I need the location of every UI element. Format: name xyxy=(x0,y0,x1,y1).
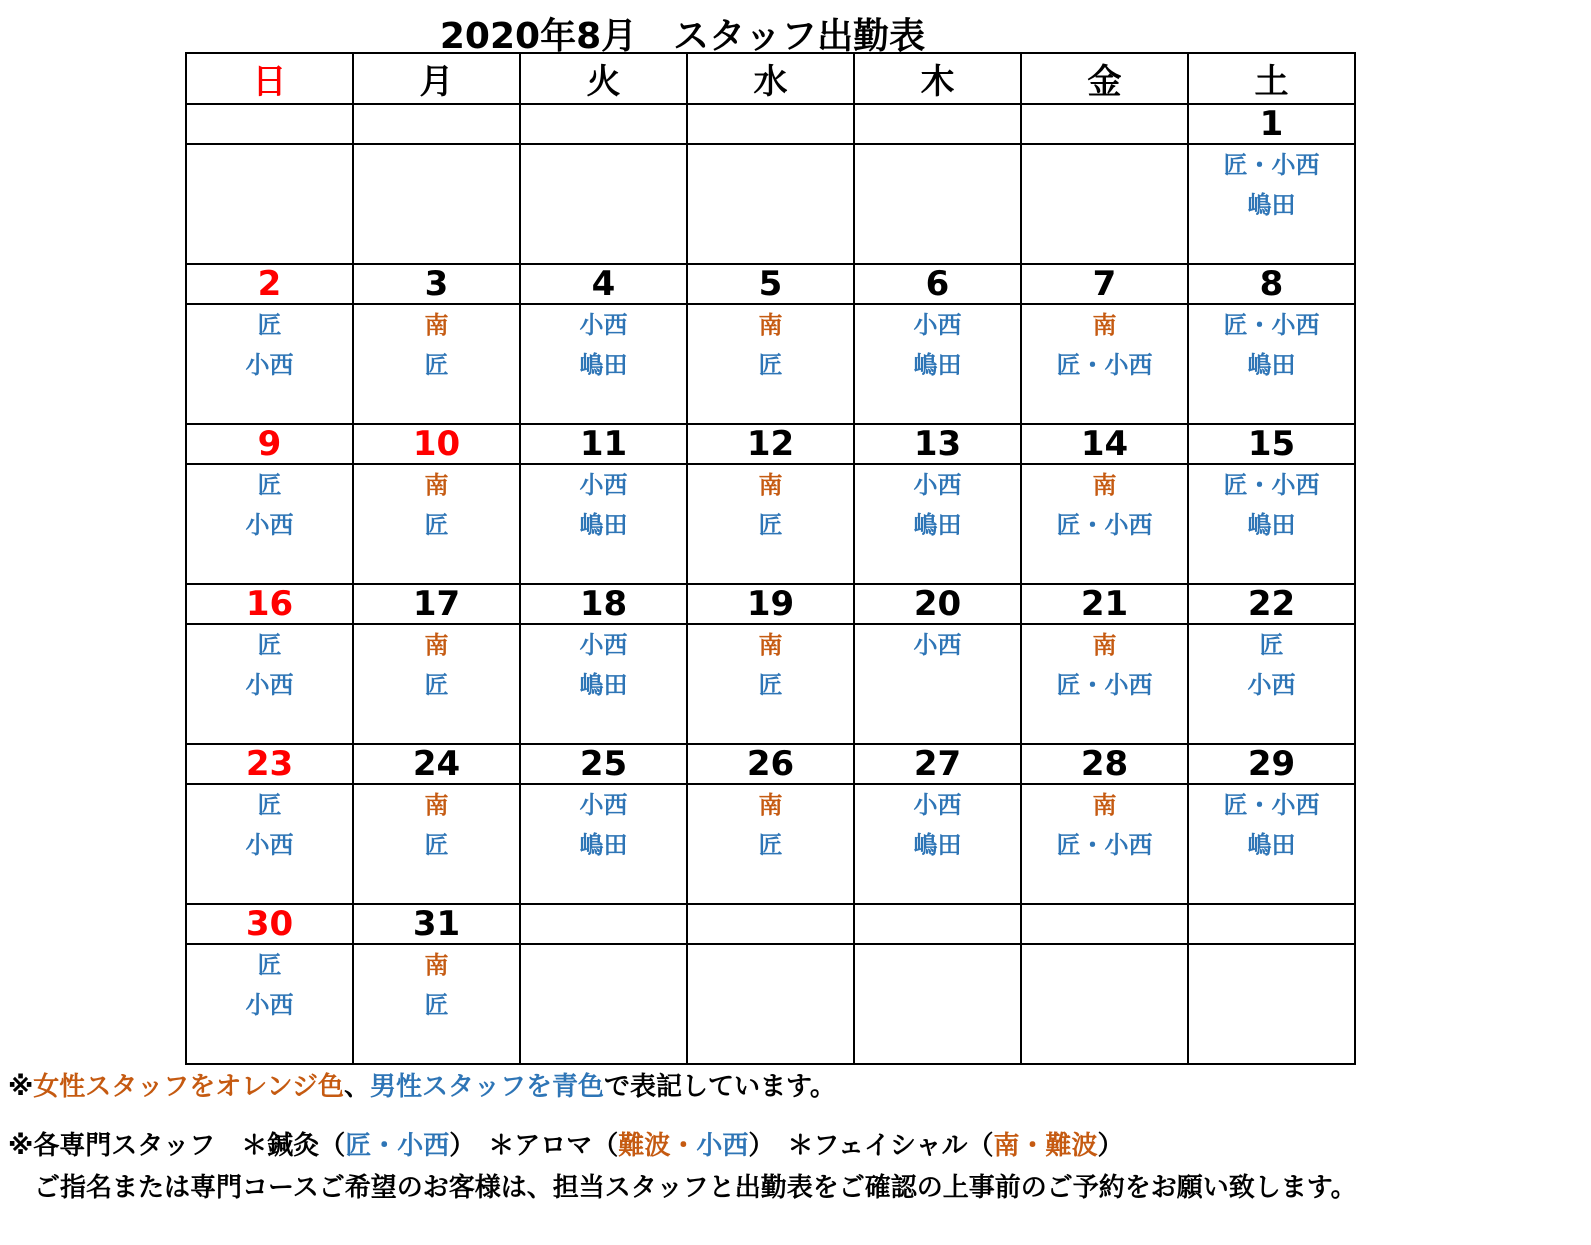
day-staff-cell xyxy=(854,144,1021,264)
staff-assignment: 小西 xyxy=(245,831,294,859)
staff-assignment: 嶋田 xyxy=(579,671,628,699)
day-staff-cell xyxy=(1188,464,1355,584)
day-number xyxy=(1021,904,1188,944)
attendance-calendar xyxy=(185,52,1356,1065)
day-number: 31 xyxy=(353,904,520,944)
day-staff-cell xyxy=(854,304,1021,424)
staff-assignment: 嶋田 xyxy=(913,351,962,379)
day-staff-cell xyxy=(353,944,520,1064)
weekday-header: 土 xyxy=(1188,53,1355,104)
day-staff-cell xyxy=(1188,784,1355,904)
day-staff-cell xyxy=(1188,144,1355,264)
day-number xyxy=(687,104,854,144)
page-title: 2020年8月 スタッフ出勤表 xyxy=(439,16,926,57)
day-number xyxy=(520,904,687,944)
day-number: 21 xyxy=(1021,584,1188,624)
day-staff-cell xyxy=(520,624,687,744)
staff-assignment: 南 xyxy=(424,471,449,499)
day-staff-cell xyxy=(1021,624,1188,744)
weekday-header: 火 xyxy=(520,53,687,104)
day-number: 5 xyxy=(687,264,854,304)
day-number: 25 xyxy=(520,744,687,784)
staff-assignment: 匠 xyxy=(758,831,783,859)
day-number: 1 xyxy=(1188,104,1355,144)
day-number: 15 xyxy=(1188,424,1355,464)
day-staff-cell xyxy=(186,144,353,264)
note-reservation-request xyxy=(8,1167,1357,1204)
day-staff-cell xyxy=(687,624,854,744)
day-number: 12 xyxy=(687,424,854,464)
staff-assignment: 匠・小西 xyxy=(1056,511,1153,539)
day-number: 6 xyxy=(854,264,1021,304)
staff-assignment: 南 xyxy=(758,471,783,499)
staff-assignment: 嶋田 xyxy=(579,351,628,379)
staff-assignment: 南 xyxy=(1092,631,1117,659)
day-number: 24 xyxy=(353,744,520,784)
note-segment: ※各専門スタッフ ＊鍼灸（ xyxy=(8,1131,346,1161)
note-segment: ご指名または専門コースご希望のお客様は、担当スタッフと出勤表をご確認の上事前のご予約をお願い致します。 xyxy=(8,1173,1357,1203)
staff-assignment: 匠 xyxy=(424,351,449,379)
week-day-number-row xyxy=(186,584,1355,624)
weekday-header: 木 xyxy=(854,53,1021,104)
note-segment: 匠・小西 xyxy=(345,1131,450,1161)
day-number: 13 xyxy=(854,424,1021,464)
staff-assignment: 匠 xyxy=(257,631,282,659)
staff-assignment: 南 xyxy=(424,791,449,819)
day-staff-cell xyxy=(353,144,520,264)
day-number xyxy=(186,104,353,144)
day-number: 8 xyxy=(1188,264,1355,304)
note-color-legend xyxy=(8,1066,836,1103)
staff-assignment: 匠・小西 xyxy=(1056,831,1153,859)
note-segment: 南・難波 xyxy=(993,1131,1098,1161)
day-staff-cell xyxy=(1021,144,1188,264)
staff-assignment: 嶋田 xyxy=(913,831,962,859)
staff-assignment: 匠 xyxy=(758,351,783,379)
day-staff-cell xyxy=(1021,464,1188,584)
day-staff-cell xyxy=(186,784,353,904)
day-number: 29 xyxy=(1188,744,1355,784)
day-staff-cell xyxy=(186,624,353,744)
day-number: 19 xyxy=(687,584,854,624)
staff-assignment: 嶋田 xyxy=(913,511,962,539)
day-number xyxy=(353,104,520,144)
day-staff-cell xyxy=(854,464,1021,584)
day-number: 11 xyxy=(520,424,687,464)
staff-assignment: 匠 xyxy=(758,671,783,699)
staff-assignment: 南 xyxy=(1092,791,1117,819)
day-staff-cell xyxy=(687,304,854,424)
day-number: 2 xyxy=(186,264,353,304)
note-segment: 、 xyxy=(343,1072,370,1102)
staff-assignment: 匠・小西 xyxy=(1056,351,1153,379)
day-number: 7 xyxy=(1021,264,1188,304)
staff-assignment: 嶋田 xyxy=(579,831,628,859)
staff-assignment: 匠・小西 xyxy=(1223,791,1320,819)
day-staff-cell xyxy=(520,944,687,1064)
day-staff-cell xyxy=(1188,304,1355,424)
weekday-header: 金 xyxy=(1021,53,1188,104)
staff-assignment: 小西 xyxy=(245,991,294,1019)
day-number: 4 xyxy=(520,264,687,304)
staff-assignment: 匠 xyxy=(424,831,449,859)
day-staff-cell xyxy=(353,464,520,584)
note-segment: ） ＊アロマ（ xyxy=(449,1131,619,1161)
staff-assignment: 嶋田 xyxy=(1247,831,1296,859)
day-number: 30 xyxy=(186,904,353,944)
staff-assignment: 小西 xyxy=(579,791,628,819)
day-number: 16 xyxy=(186,584,353,624)
staff-assignment: 匠 xyxy=(424,511,449,539)
weekday-header-row xyxy=(186,53,1355,104)
day-staff-cell xyxy=(854,784,1021,904)
week-staff-row xyxy=(186,944,1355,1064)
day-staff-cell xyxy=(186,944,353,1064)
note-segment: ） ＊フェイシャル（ xyxy=(748,1131,994,1161)
weekday-header: 日 xyxy=(186,53,353,104)
day-number: 18 xyxy=(520,584,687,624)
note-segment: ※ xyxy=(8,1072,34,1102)
staff-assignment: 南 xyxy=(758,631,783,659)
day-number: 3 xyxy=(353,264,520,304)
staff-assignment: 匠 xyxy=(424,671,449,699)
staff-assignment: 南 xyxy=(758,791,783,819)
staff-assignment: 匠 xyxy=(1259,631,1284,659)
staff-assignment: 嶋田 xyxy=(1247,511,1296,539)
staff-assignment: 小西 xyxy=(913,631,962,659)
week-day-number-row xyxy=(186,424,1355,464)
day-number xyxy=(520,104,687,144)
note-segment: で表記しています。 xyxy=(604,1072,836,1102)
staff-assignment: 小西 xyxy=(913,471,962,499)
week-staff-row xyxy=(186,144,1355,264)
week-staff-row xyxy=(186,624,1355,744)
staff-assignment: 匠・小西 xyxy=(1223,151,1320,179)
day-staff-cell xyxy=(687,144,854,264)
note-segment: 難波・ xyxy=(618,1131,697,1161)
day-number: 9 xyxy=(186,424,353,464)
staff-assignment: 匠・小西 xyxy=(1223,471,1320,499)
staff-assignment: 匠・小西 xyxy=(1056,671,1153,699)
note-specialist-staff xyxy=(8,1125,1124,1162)
day-number: 26 xyxy=(687,744,854,784)
staff-assignment: 匠 xyxy=(758,511,783,539)
day-number: 23 xyxy=(186,744,353,784)
day-number xyxy=(1188,904,1355,944)
day-staff-cell xyxy=(687,784,854,904)
staff-assignment: 小西 xyxy=(579,631,628,659)
day-number xyxy=(687,904,854,944)
staff-assignment: 小西 xyxy=(579,311,628,339)
day-number: 17 xyxy=(353,584,520,624)
staff-assignment: 小西 xyxy=(245,511,294,539)
day-number xyxy=(1021,104,1188,144)
staff-assignment: 嶋田 xyxy=(1247,351,1296,379)
day-staff-cell xyxy=(186,464,353,584)
note-segment: ） xyxy=(1097,1131,1124,1161)
day-staff-cell xyxy=(687,464,854,584)
staff-assignment: 嶋田 xyxy=(1247,191,1296,219)
week-day-number-row xyxy=(186,104,1355,144)
staff-assignment: 匠 xyxy=(424,991,449,1019)
day-staff-cell xyxy=(1021,784,1188,904)
week-day-number-row xyxy=(186,264,1355,304)
note-segment: 男性スタッフを青色 xyxy=(370,1072,605,1102)
day-staff-cell xyxy=(1188,944,1355,1064)
staff-assignment: 匠・小西 xyxy=(1223,311,1320,339)
weekday-header: 水 xyxy=(687,53,854,104)
day-number: 28 xyxy=(1021,744,1188,784)
day-staff-cell xyxy=(520,784,687,904)
day-number xyxy=(854,904,1021,944)
staff-assignment: 南 xyxy=(424,631,449,659)
staff-assignment: 小西 xyxy=(245,671,294,699)
staff-assignment: 小西 xyxy=(913,791,962,819)
staff-assignment: 匠 xyxy=(257,311,282,339)
day-staff-cell xyxy=(353,624,520,744)
staff-assignment: 小西 xyxy=(245,351,294,379)
day-staff-cell xyxy=(1021,944,1188,1064)
day-staff-cell xyxy=(687,944,854,1064)
staff-assignment: 南 xyxy=(424,311,449,339)
note-segment: 小西 xyxy=(696,1131,749,1161)
staff-assignment: 匠 xyxy=(257,471,282,499)
week-day-number-row xyxy=(186,744,1355,784)
day-staff-cell xyxy=(186,304,353,424)
staff-assignment: 南 xyxy=(1092,471,1117,499)
day-staff-cell xyxy=(854,944,1021,1064)
staff-assignment: 南 xyxy=(758,311,783,339)
staff-assignment: 嶋田 xyxy=(579,511,628,539)
staff-assignment: 南 xyxy=(424,951,449,979)
day-staff-cell xyxy=(520,304,687,424)
staff-assignment: 小西 xyxy=(579,471,628,499)
day-staff-cell xyxy=(520,144,687,264)
day-number xyxy=(854,104,1021,144)
day-staff-cell xyxy=(1021,304,1188,424)
week-staff-row xyxy=(186,464,1355,584)
day-number: 10 xyxy=(353,424,520,464)
week-staff-row xyxy=(186,304,1355,424)
day-staff-cell xyxy=(854,624,1021,744)
day-number: 27 xyxy=(854,744,1021,784)
staff-assignment: 匠 xyxy=(257,791,282,819)
day-number: 22 xyxy=(1188,584,1355,624)
note-segment: 女性スタッフをオレンジ色 xyxy=(33,1072,344,1102)
day-staff-cell xyxy=(353,304,520,424)
staff-assignment: 匠 xyxy=(257,951,282,979)
day-staff-cell xyxy=(1188,624,1355,744)
weekday-header: 月 xyxy=(353,53,520,104)
day-staff-cell xyxy=(520,464,687,584)
staff-assignment: 小西 xyxy=(913,311,962,339)
week-staff-row xyxy=(186,784,1355,904)
day-number: 14 xyxy=(1021,424,1188,464)
staff-assignment: 小西 xyxy=(1247,671,1296,699)
day-number: 20 xyxy=(854,584,1021,624)
week-day-number-row xyxy=(186,904,1355,944)
staff-assignment: 南 xyxy=(1092,311,1117,339)
day-staff-cell xyxy=(353,784,520,904)
